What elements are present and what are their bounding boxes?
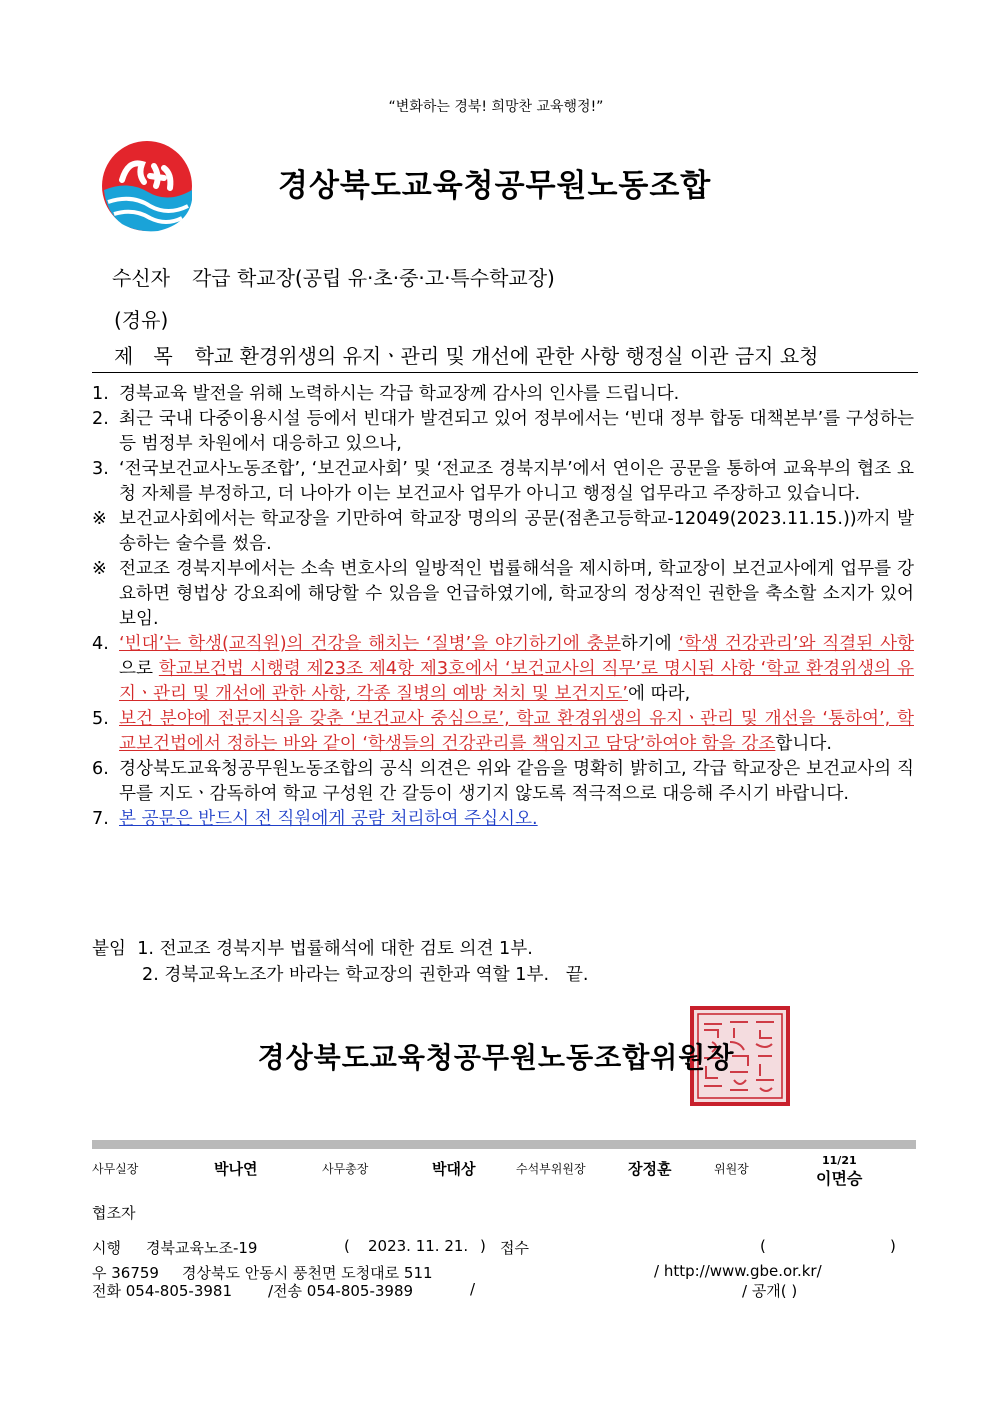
approval-role-1: 사무실장 [92,1162,139,1176]
approval-name-2: 박대상 [432,1160,476,1178]
approval-name-4: 이면승 [816,1169,863,1188]
paragraph-1: 1. 경북교육 발전을 위해 노력하시는 각급 학교장께 감사의 인사를 드립니다. [92,384,680,404]
organization-title: 경상북도교육청공무원노동조합 [278,168,712,204]
subject-line [114,340,819,369]
approval-name-1: 박나연 [214,1160,258,1178]
approval-date-4: 11/21 [822,1154,857,1167]
website-url: / http://www.gbe.or.kr/ [654,1262,822,1280]
postal-code: 우 36759 [92,1264,159,1282]
paragraph-3: 3. ‘전국보건교사노동조합’, ‘보건교사회’ 및 ‘전교조 경북지부’에서 연이은 공문을 통하여 교육부의 협조 요청 자체를 부정하고, 더 나아가 이는 보건교사 업무가 아니고 행정실 업무라고 주장하고 있습니다. [92,459,914,504]
approval-name-3: 장정훈 [628,1160,672,1178]
end-mark: 끝. [565,965,589,985]
recipient-line [112,262,555,291]
approval-role-2: 사무총장 [322,1162,369,1176]
address: 경상북도 안동시 풍천면 도청대로 511 [182,1264,433,1282]
enforce-date: 2023. 11. 21. [368,1237,469,1255]
footer-divider [92,1140,916,1149]
document-body [92,382,914,832]
header-divider [92,372,918,373]
enforce-label: 시행 [92,1239,121,1257]
note-1: ※ 보건교사회에서는 학교장을 기만하여 학교장 명의의 공문(점촌고등학교-12049(2023.11.15.))까지 발송하는 술수를 썼음. [92,509,914,554]
cooperator-label: 협조자 [92,1204,136,1222]
approval-role-3: 수석부위원장 [516,1162,586,1176]
phone-number: 전화 054-805-3981 [92,1282,233,1300]
receipt-close-paren: ) [890,1237,896,1255]
email-separator: / [470,1280,476,1298]
approval-role-4: 위원장 [714,1162,749,1176]
via-line: (경유) [114,308,169,332]
date-open-paren: ( [344,1237,350,1255]
recipient-label: 수신자 [112,266,170,290]
recipient-value: 각급 학교장(공립 유·초·중·고·특수학교장) [191,266,555,290]
paragraph-4: 4. ‘빈대’는 학생(교직원)의 건강을 해치는 ‘질병’을 야기하기에 충분하기에 ‘학생 건강관리’와 직결된 사항으로 학교보건법 시행령 제23조 제4항 제3호에서 ‘보건교사의 직무’로 명시된 사항 ‘학교 환경위생의 유지ㆍ관리 및 개선에 관한 사항, 각종 질병의 예방 처치 및 보건지도’에 따라, [92,634,914,704]
receipt-label: 접수 [500,1239,529,1257]
receipt-open-paren: ( [760,1237,766,1255]
paragraph-7: 7. 본 공문은 반드시 전 직원에게 공람 처리하여 주십시오. [92,809,538,829]
subject-value: 학교 환경위생의 유지ㆍ관리 및 개선에 관한 사항 행정실 이관 금지 요청 [194,344,819,368]
subject-label: 제 목 [114,344,173,368]
document-number: 경북교육노조-19 [146,1239,258,1257]
note-2: ※ 전교조 경북지부에서는 소속 변호사의 일방적인 법률해석을 제시하며, 학교장이 보건교사에게 업무를 강요하면 형법상 강요죄에 해당할 수 있음을 언급하였기에, 학교장의 정상적인 권한을 축소할 소지가 있어 보임. [92,559,914,629]
paragraph-2: 2. 최근 국내 다중이용시설 등에서 빈대가 발견되고 있어 정부에서는 ‘빈대 정부 합동 대책본부’를 구성하는 등 범정부 차원에서 대응하고 있으나, [92,409,914,454]
disclosure-status: / 공개( ) [742,1282,798,1300]
slogan: “변화하는 경북! 희망찬 교육행정!” [388,99,604,115]
paragraph-5: 5. 보건 분야에 전문지식을 갖춘 ‘보건교사 중심으로’, 학교 환경위생의 유지ㆍ관리 및 개선을 ‘통하여’, 학교보건법에서 정하는 바와 같이 ‘학생들의 건강관리를 책임지고 담당’하여야 함을 강조합니다. [92,709,914,754]
attachment-2: 2. 경북교육노조가 바라는 학교장의 권한과 역할 1부. 끝. [142,965,589,985]
paragraph-6: 6. 경상북도교육청공무원노동조합의 공식 의견은 위와 같음을 명확히 밝히고, 각급 학교장은 보건교사의 직무를 지도ㆍ감독하여 학교 구성원 간 갈등이 생기지 않도록 적극적으로 대응해 주시기 바랍니다. [92,759,914,804]
attachment-1: 붙임 1. 전교조 경북지부 법률해석에 대한 검토 의견 1부. [92,939,533,959]
attachment-label: 붙임 [92,939,126,959]
union-logo-icon [98,140,196,232]
signature-title: 경상북도교육청공무원노동조합위원장 [257,1041,735,1074]
fax-number: /전송 054-805-3989 [268,1282,414,1300]
date-close-paren: ) [480,1237,486,1255]
